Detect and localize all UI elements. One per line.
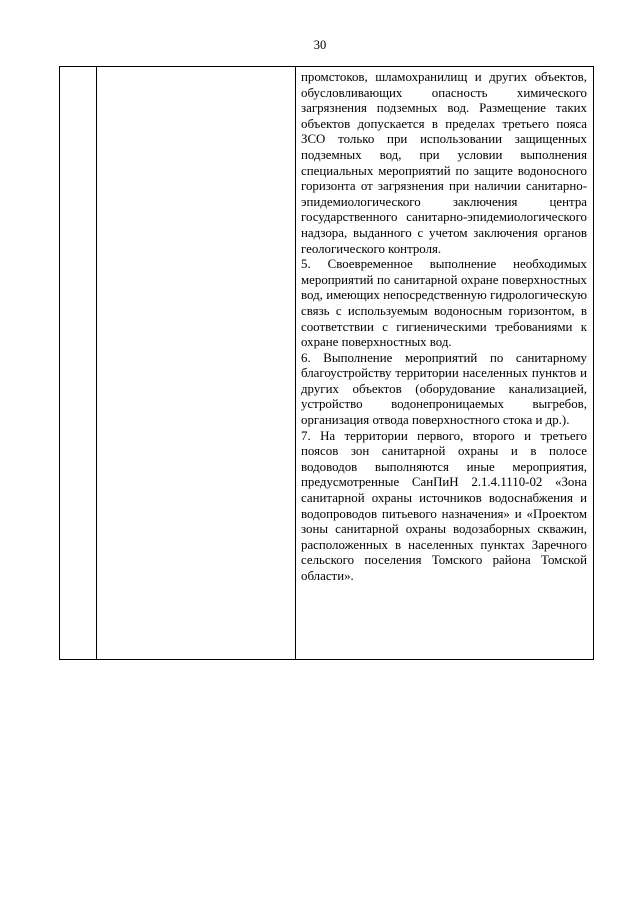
table-cell-object [97, 67, 296, 660]
measures-text [296, 67, 593, 585]
paragraph-measure-5: 5. Своевременное выполнение необходимых мероприятий по санитарной охране поверхностных вод, имеющих непосредственную гидрологическую связь с используемым водоносным горизонтом, в соответствии с гигиеническими требованиями к охране поверхностных вод. [301, 257, 587, 350]
table-row [60, 67, 594, 660]
measures-table [59, 66, 594, 660]
table-cell-number [60, 67, 97, 660]
table-cell-measures [296, 67, 594, 660]
page-number: 30 [313, 38, 327, 52]
paragraph-measure-6: 6. Выполнение мероприятий по санитарному благоустройству территории населенных пунктов и других объектов (оборудование канализацией, устройство водонепроницаемых выгребов, организация отвода поверхностного стока и др.). [301, 350, 587, 428]
paragraph-measure-7: 7. На территории первого, второго и третьего поясов зон санитарной охраны и в полосе водоводов выполняются иные мероприятия, предусмотренные СанПиН 2.1.4.1110-02 «Зона санитарной охраны источников водоснабжения и водопроводов питьевого назначения» и «Проектом зоны санитарной охраны водозаборных скважин, расположенных в населенных пунктах Заречного сельского поселения Томского района Томской области». [301, 428, 587, 583]
paragraph-measure-4-continued: промстоков, шламохранилищ и других объектов, обусловливающих опасность химического загрязнения подземных вод. Размещение таких объектов допускается в пределах третьего пояса ЗСО только при использовании защищенных подземных вод, при условии выполнения специальных мероприятий по защите водоносного горизонта от загрязнения при наличии санитарно-эпидемиологического заключения центра государственного санитарно-эпидемиологического надзора, выданного с учетом заключения органов геологического контроля. [301, 70, 587, 256]
